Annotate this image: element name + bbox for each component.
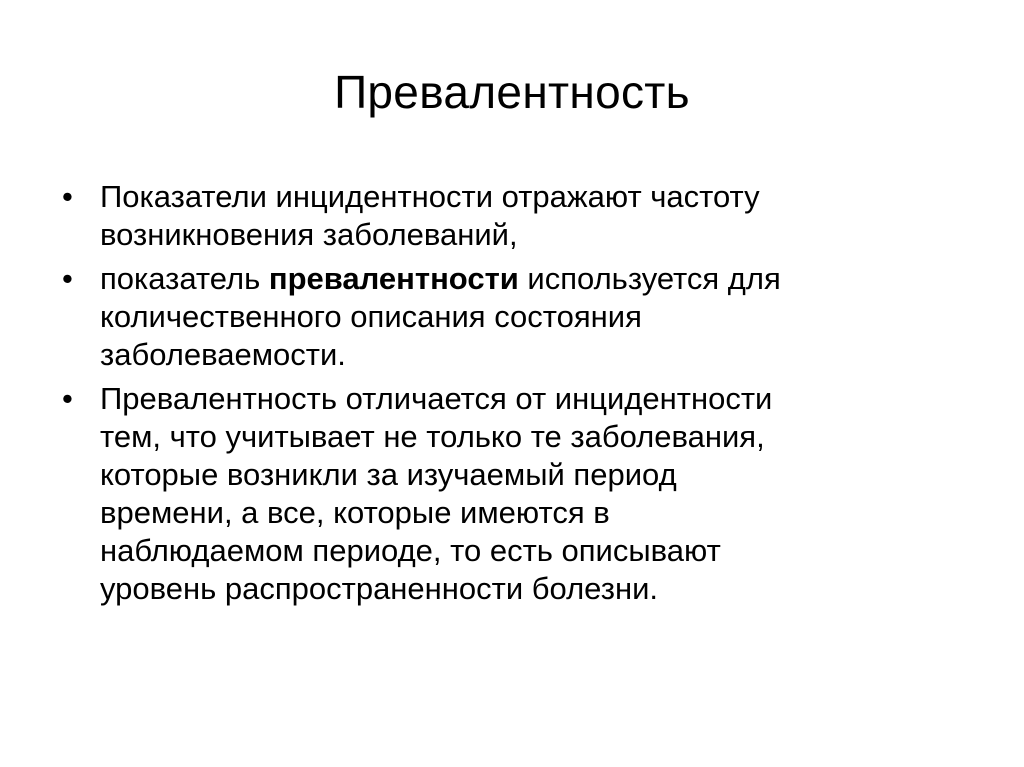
- bullet-text-line: заболеваемости.: [100, 337, 346, 372]
- bullet-text-segment: используется для: [518, 261, 781, 296]
- bullet-text-line: Превалентность отличается от инцидентности: [100, 381, 773, 416]
- bullet-item-prevalence-indicator: [60, 260, 965, 374]
- slide-title: Превалентность: [334, 66, 690, 118]
- bullet-marker: •: [62, 261, 73, 296]
- bullet-marker: •: [62, 179, 73, 214]
- bullet-text-line: [100, 260, 965, 298]
- bullet-text-line: тем, что учитывает не только те заболевания,: [100, 419, 765, 454]
- bullet-text-line: Показатели инцидентности отражают частоту: [100, 179, 760, 214]
- bullet-text-line: уровень распространенности болезни.: [100, 571, 658, 606]
- bullet-item-prevalence-difference: [60, 380, 965, 608]
- bullet-text-line: наблюдаемом периоде, то есть описывают: [100, 533, 721, 568]
- bullet-list: [60, 178, 965, 614]
- bullet-text-line: которые возникли за изучаемый период: [100, 457, 677, 492]
- bullet-text-line: возникновения заболеваний,: [100, 217, 518, 252]
- bullet-text-segment: показатель: [100, 261, 269, 296]
- bullet-marker: •: [62, 381, 73, 416]
- bullet-text-line: количественного описания состояния: [100, 299, 642, 334]
- bullet-text-line: времени, а все, которые имеются в: [100, 495, 610, 530]
- bullet-item-incidence: [60, 178, 965, 254]
- bold-term: превалентности: [268, 261, 519, 296]
